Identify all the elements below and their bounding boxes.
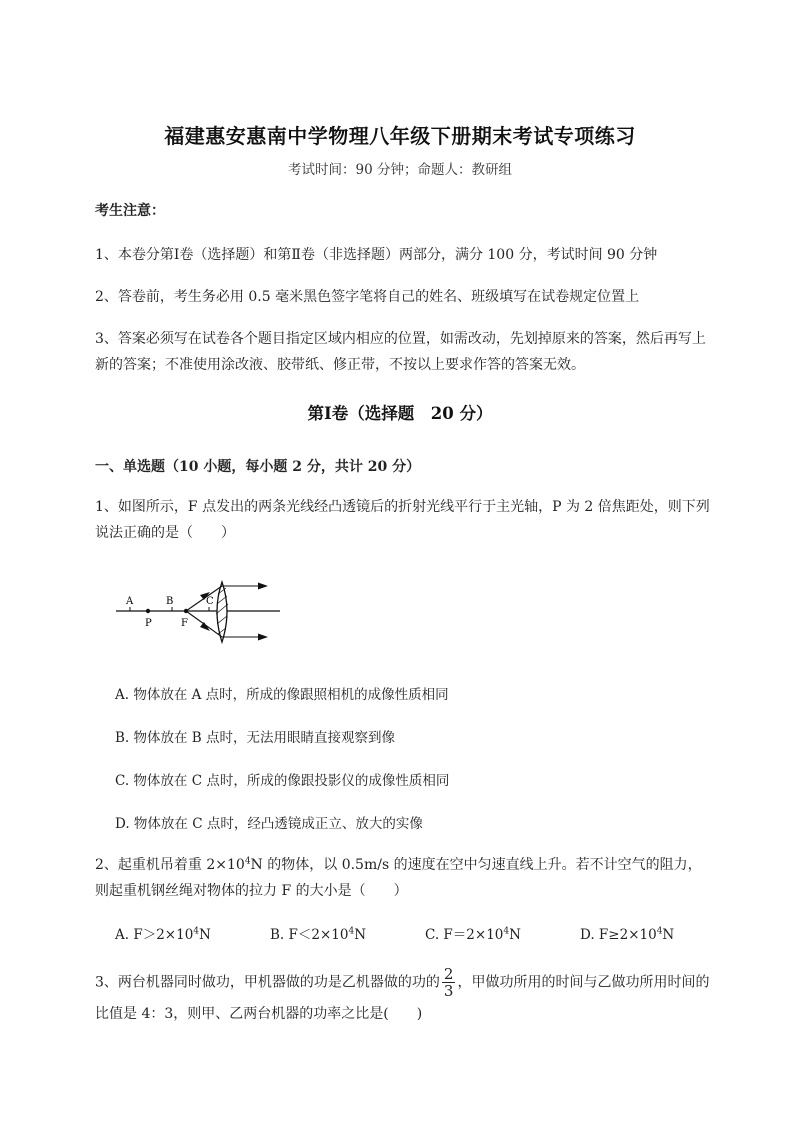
label-f: F [181, 618, 188, 629]
question-2-stem: 2、起重机吊着重 $2\times 10^4N$ 的物体，以 0.5m/s 的速度在空中匀速直线上升。若不计空气的阻力，则起重机钢丝绳对物体的拉力 F 的大小是（ ） [95, 856, 702, 899]
part-heading: 一、单选题（10 小题，每小题 2 分，共计 20 分） [95, 459, 421, 475]
question-1-stem: 1、如图所示，F 点发出的两条光线经凸透镜后的折射光线平行于主光轴，P 为 2 倍焦距处，则下列说法正确的是（ ） [95, 499, 710, 541]
notice-item-1: 1、本卷分第Ⅰ卷（选择题）和第Ⅱ卷（非选择题）两部分，满分 100 分，考试时间 90 分钟 [95, 247, 658, 263]
question-1-option-d[interactable]: D. 物体放在 C 点时，经凸透镜成正立、放大的实像 [115, 816, 423, 832]
exam-info: 考试时间：90 分钟；命题人：教研组 [288, 162, 512, 178]
question-1-option-a[interactable]: A. 物体放在 A 点时，所成的像跟照相机的成像性质相同 [115, 687, 449, 703]
label-b: B [166, 596, 174, 607]
page-title: 福建惠安惠南中学物理八年级下册期末考试专项练习 [164, 124, 636, 148]
label-p: P [145, 618, 152, 629]
lens-diagram [110, 580, 290, 662]
section-title: 第Ⅰ卷（选择题 20 分） [307, 404, 493, 423]
label-c: C [206, 596, 214, 607]
question-2-option-c[interactable]: C. $F=2\times 10^4N$ [425, 926, 521, 943]
question-3-stem: 3、两台机器同时做功，甲机器做的功是乙机器做的功的 $\frac{2}{3}$ ，甲做功所用的时间与乙做功所用时间的比值是 4：3，则甲、乙两台机器的功率之比是( ) [95, 965, 710, 1022]
point-p-dot [146, 609, 150, 613]
fraction-two-thirds: $\frac{2}{3}$ [443, 965, 454, 1000]
question-2-option-d[interactable]: D. $F\ge 2\times 10^4N$ [580, 926, 675, 943]
notice-heading: 考生注意： [95, 203, 165, 219]
notice-item-3: 3、答案必须写在试卷各个题目指定区域内相应的位置，如需改动，先划掉原来的答案，然后再写上新的答案；不准使用涂改液、胶带纸、修正带，不按以上要求作答的答案无效。 [95, 331, 706, 373]
label-a: A [126, 596, 134, 607]
notice-item-2: 2、答卷前，考生务必用 0.5 毫米黑色签字笔将自己的姓名、班级填写在试卷规定位置上 [95, 289, 640, 305]
question-1-option-c[interactable]: C. 物体放在 C 点时，所成的像跟投影仪的成像性质相同 [115, 773, 450, 789]
question-2-option-b[interactable]: B. $F<2\times 10^4N$ [270, 926, 366, 943]
question-2-option-a[interactable]: A. $F>2\times 10^4N$ [115, 926, 211, 943]
question-1-option-b[interactable]: B. 物体放在 B 点时，无法用眼睛直接观察到像 [115, 730, 396, 746]
